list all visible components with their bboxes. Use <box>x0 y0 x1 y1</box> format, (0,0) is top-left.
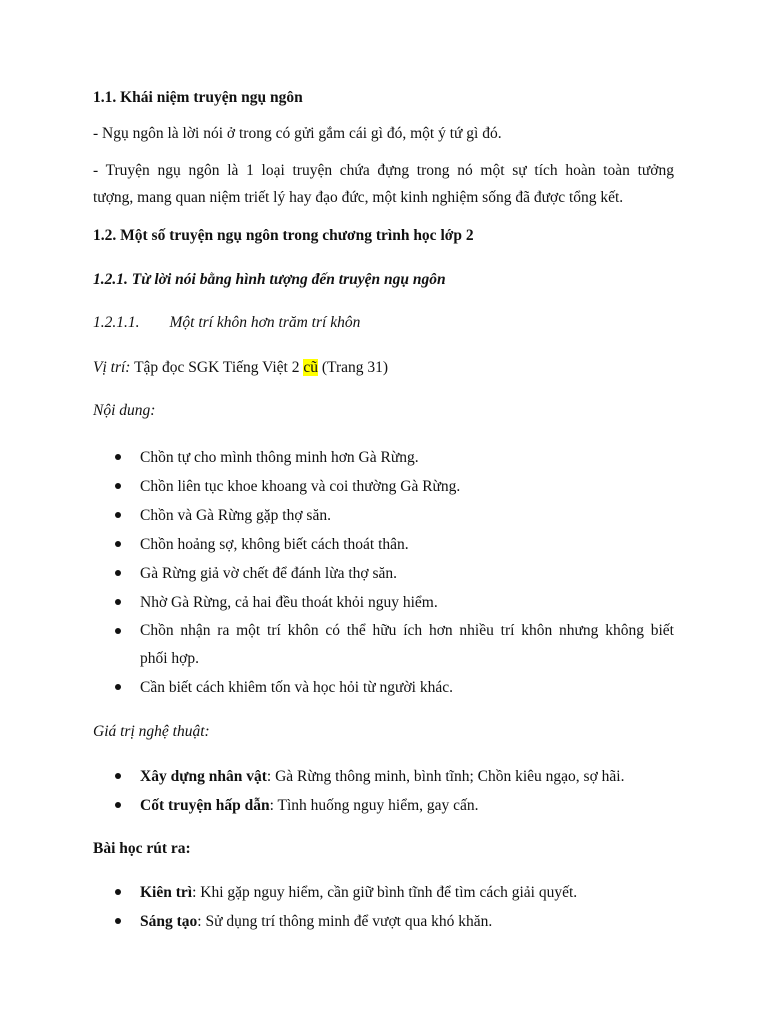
list-item: Cốt truyện hấp dẫn: Tình huống nguy hiểm, gay cấn. <box>93 791 674 820</box>
story-title: Một trí khôn hơn trăm trí khôn <box>169 314 361 331</box>
paragraph-definition-1: - Ngụ ngôn là lời nói ở trong có gửi gắm cái gì đó, một ý tứ gì đó. <box>93 125 502 142</box>
section-heading-1-1: 1.1. Khái niệm truyện ngụ ngôn <box>93 89 303 106</box>
content-list <box>93 443 674 702</box>
bullet-icon <box>115 483 121 489</box>
lesson-list <box>93 878 674 936</box>
content-label: Nội dung: <box>93 402 156 419</box>
section-number: 1.2.1.1. <box>93 314 140 331</box>
list-item: Chồn hoảng sợ, không biết cách thoát thân. <box>93 530 674 559</box>
bullet-icon <box>115 628 121 634</box>
paragraph-definition-2-line-1: - Truyện ngụ ngôn là 1 loại truyện chứa đựng trong nó một sự tích hoàn toàn tưởng <box>93 162 674 179</box>
bullet-icon <box>115 889 121 895</box>
bullet-icon <box>115 918 121 924</box>
bullet-icon <box>115 541 121 547</box>
list-item: Kiên trì: Khi gặp nguy hiểm, cần giữ bình tĩnh để tìm cách giải quyết. <box>93 878 674 907</box>
position-label: Vị trí: <box>93 359 131 376</box>
list-item: Chồn liên tục khoe khoang và coi thường Gà Rừng. <box>93 472 674 501</box>
position-line <box>93 357 388 379</box>
paragraph-definition-2-line-2: tượng, mang quan niệm triết lý hay đạo đức, một kinh nghiệm sống đã được tổng kết. <box>93 189 624 206</box>
art-value-label: Giá trị nghệ thuật: <box>93 723 210 740</box>
list-item: Cần biết cách khiêm tốn và học hỏi từ người khác. <box>93 673 674 702</box>
section-heading-1-2: 1.2. Một số truyện ngụ ngôn trong chương trình học lớp 2 <box>93 227 474 244</box>
bullet-icon <box>115 599 121 605</box>
list-item: Sáng tạo: Sử dụng trí thông minh để vượt qua khó khăn. <box>93 907 674 936</box>
section-heading-1-2-1-1 <box>93 312 360 334</box>
bullet-icon <box>115 512 121 518</box>
section-heading-1-2-1: 1.2.1. Từ lời nói bằng hình tượng đến truyện ngụ ngôn <box>93 271 446 288</box>
position-page: (Trang 31) <box>321 359 389 376</box>
bullet-icon <box>115 773 121 779</box>
list-item: Chồn và Gà Rừng gặp thợ săn. <box>93 501 674 530</box>
bullet-icon <box>115 454 121 460</box>
highlighted-word: cũ <box>303 359 319 376</box>
list-item: Chồn tự cho mình thông minh hơn Gà Rừng. <box>93 443 674 472</box>
bullet-icon <box>115 684 121 690</box>
list-item: Chồn nhận ra một trí khôn có thể hữu ích hơn nhiều trí khôn nhưng không biết phối hợp. <box>93 617 674 673</box>
list-item: Xây dựng nhân vật: Gà Rừng thông minh, bình tĩnh; Chồn kiêu ngạo, sợ hãi. <box>93 762 674 791</box>
bullet-icon <box>115 570 121 576</box>
position-text: Tập đọc SGK Tiếng Việt 2 <box>134 359 300 376</box>
list-item: Nhờ Gà Rừng, cả hai đều thoát khỏi nguy hiểm. <box>93 588 674 617</box>
list-item: Gà Rừng giả vờ chết để đánh lừa thợ săn. <box>93 559 674 588</box>
lesson-label: Bài học rút ra: <box>93 840 191 857</box>
art-value-list <box>93 762 674 820</box>
bullet-icon <box>115 802 121 808</box>
